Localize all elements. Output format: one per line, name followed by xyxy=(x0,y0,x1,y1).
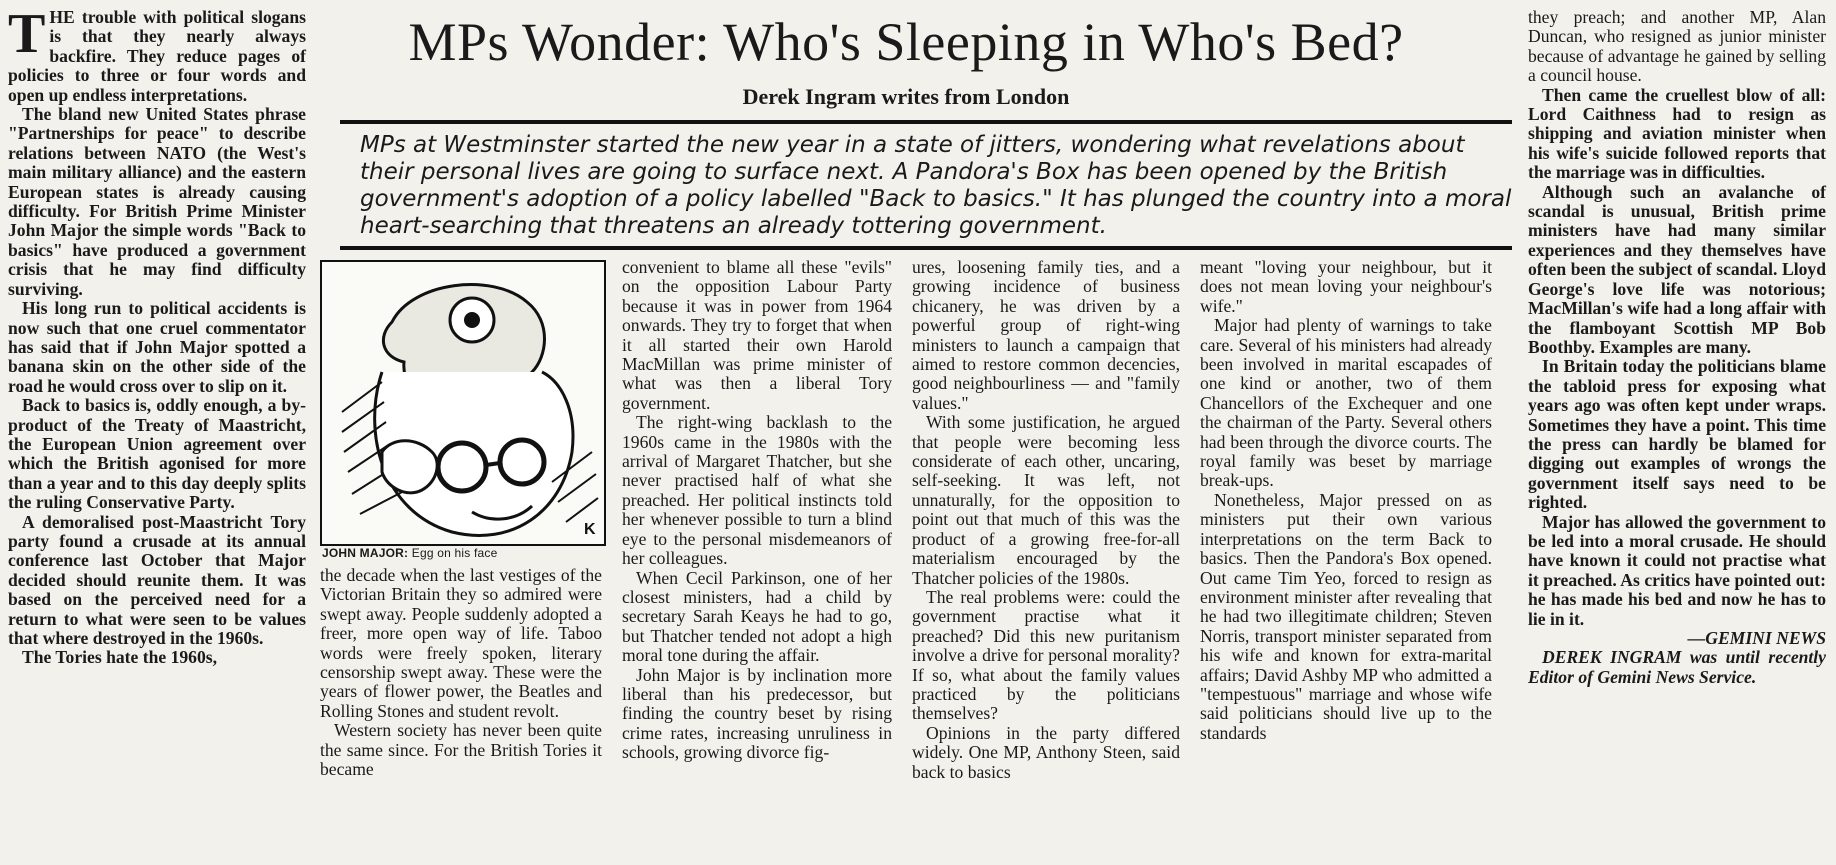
paragraph: they preach; and another MP, Alan Duncan, who resigned as junior minister because of advantage he gained by selling a council house. xyxy=(1528,7,1826,86)
article-column-2 xyxy=(320,566,602,779)
cartoon-illustration xyxy=(320,260,606,546)
news-credit: —GEMINI NEWS xyxy=(1687,628,1826,648)
paragraph: meant "loving your neighbour, but it does not mean loving your neighbour's wife." xyxy=(1200,257,1492,316)
standfirst: MPs at Westminster started the new year in a state of jitters, wondering what revelations about their personal lives are going to surface next. A Pandora's Box has been opened by the British government's adoption of a policy labelled "Back to basics." It has plunged the country into a moral heart-searching that threatens an already tottering government. xyxy=(340,120,1512,250)
paragraph: The real problems were: could the government practise what it preached? Did this new puritanism involve a drive for personal morality? If so, what about the family values practiced by the politicians themselves? xyxy=(912,586,1180,724)
caption-text: Egg on his face xyxy=(408,546,498,560)
paragraph: Major has allowed the government to be led into a moral crusade. He should have known it could not practise what it preached. As critics have pointed out: he has made his bed and now he has to lie in it. xyxy=(1528,511,1826,629)
paragraph: Then came the cruellest blow of all: Lord Caithness had to resign as shipping and aviation minister when his wife's suicide followed reports that the marriage was in difficulties. xyxy=(1528,84,1826,183)
cartoon-caption xyxy=(322,546,604,560)
paragraph: Although such an avalanche of scandal is unusual, British prime ministers have had many similar experiences and they themselves have often been the subject of scandal. Lloyd George's love life was notorious; MacMillan's wife had a long affair with the flamboyant Scottish MP Bob Boothby. Examples are many. xyxy=(1528,181,1826,357)
caricature-drawing xyxy=(322,262,604,544)
paragraph: In Britain today the politicians blame the tabloid press for exposing what years ago was often kept under wraps. Sometimes they have a point. This time the press can hardly be blamed for digging out examples of wrongs the government itself says need to be righted. xyxy=(1528,356,1826,513)
author-note: DEREK INGRAM was until recently Editor of Gemini News Service. xyxy=(1528,647,1826,687)
paragraph: the decade when the last vestiges of the Victorian Britain they so admired were swept away. People suddenly adopted a freer, more open way of life. Taboo words were freely spoken, literary censorship swept away. These were the years of flower power, the Beatles and Rolling Stones and student revolt. xyxy=(320,565,602,721)
paragraph: With some justification, he argued that people were becoming less considerate of each other, uncaring, self-seeking. It was left, not unnaturally, for the opposition to point out that much of this was the product of a growing free-for-all materialism encouraged by the Thatcher policies of the 1980s. xyxy=(912,412,1180,588)
artist-mark: K xyxy=(584,521,596,538)
paragraph: The Tories hate the 1960s, xyxy=(22,647,218,668)
drop-cap: T xyxy=(8,3,46,65)
paragraph: Western society has never been quite the same since. For the British Tories it became xyxy=(320,720,602,780)
paragraph: convenient to blame all these "evils" on the opposition Labour Party because it was in power from 1964 onwards. They try to forget that when it all started their own Harold MacMillan was prime minister of what was then a liberal Tory government. xyxy=(622,257,892,413)
lead-paragraph xyxy=(8,3,306,105)
article-column-4 xyxy=(912,258,1180,782)
paragraph: ures, loosening family ties, and a growing incidence of business chicanery, he was driven by a powerful group of right-wing ministers to launch a campaign that aimed to restore common decencies, good neighbourliness — and "family values." xyxy=(912,257,1180,413)
article-column-1 xyxy=(8,3,306,668)
paragraph: A demoralised post-Maastricht Tory party found a crusade at its annual conference last October that Major decided should reunite them. It was based on the perceived need for a return to what were seen to be values that where destroyed in the 1960s. xyxy=(8,511,306,648)
paragraph: The right-wing backlash to the 1960s came in the 1980s with the arrival of Margaret Thatcher, but she never practised half of what she preached. Her political instincts told her whenever possible to turn a blind eye to the personal misdemeanors of her colleagues. xyxy=(622,412,892,569)
paragraph: Nonetheless, Major pressed on as ministers put their own various interpretations on the term Back to basics. Then the Pandora's Box opened. Out came Tim Yeo, forced to resign as environment minister after revealing that he had two illegitimate children; Steven Norris, transport minister separated from his wife and known for extra-marital affairs; David Ashby MP who admitted a "tempestuous" marriage and whose wife said politicians should live up to the standards xyxy=(1200,489,1492,743)
byline: Derek Ingram writes from London xyxy=(742,84,1070,109)
headline: MPs Wonder: Who's Sleeping in Who's Bed? xyxy=(408,12,1404,72)
paragraph: Major had plenty of warnings to take care. Several of his ministers had already been involved in marital escapades of one kind or another, two of them Chancellors of the Exchequer and one the chairman of the Party. Several others had been through the divorce courts. The royal family was beset by marriage break-ups. xyxy=(1200,315,1492,491)
lead-text: HE trouble with political slogans is that they nearly always backfire. They reduce pages of policies to three or four words and open up endless interpretations. xyxy=(8,7,306,105)
paragraph: The bland new United States phrase "Partnerships for peace" to describe relations between NATO (the West's main military alliance) and the eastern European states is already causing difficulty. For British Prime Minister John Major the simple words "Back to basics" have produced a government crisis that he may find difficulty surviving. xyxy=(8,104,306,299)
paragraph: John Major is by inclination more liberal than his predecessor, but finding the country beset by rising crime rates, increasing unruliness in schools, growing divorce fig- xyxy=(622,664,892,763)
caption-name: JOHN MAJOR: xyxy=(322,546,409,560)
paragraph: Back to basics is, oddly enough, a by-product of the Treaty of Maastricht, the European Union agreement over which the British agonised for more than a year and to this day deeply splits the ruling Conservative Party. xyxy=(8,395,306,513)
article-column-5 xyxy=(1200,258,1492,743)
article-column-6 xyxy=(1528,8,1826,687)
article-column-3 xyxy=(622,258,892,763)
paragraph: Opinions in the party differed widely. One MP, Anthony Steen, said back to basics xyxy=(912,722,1180,782)
paragraph: His long run to political accidents is now such that one cruel commentator has said that if John Major spotted a banana skin on the other side of the road he would cross over to slip on it. xyxy=(8,298,306,396)
paragraph: When Cecil Parkinson, one of her closest ministers, had a child by secretary Sarah Keays he had to go, but Thatcher tended not adopt a high moral tone during the affair. xyxy=(622,567,892,666)
